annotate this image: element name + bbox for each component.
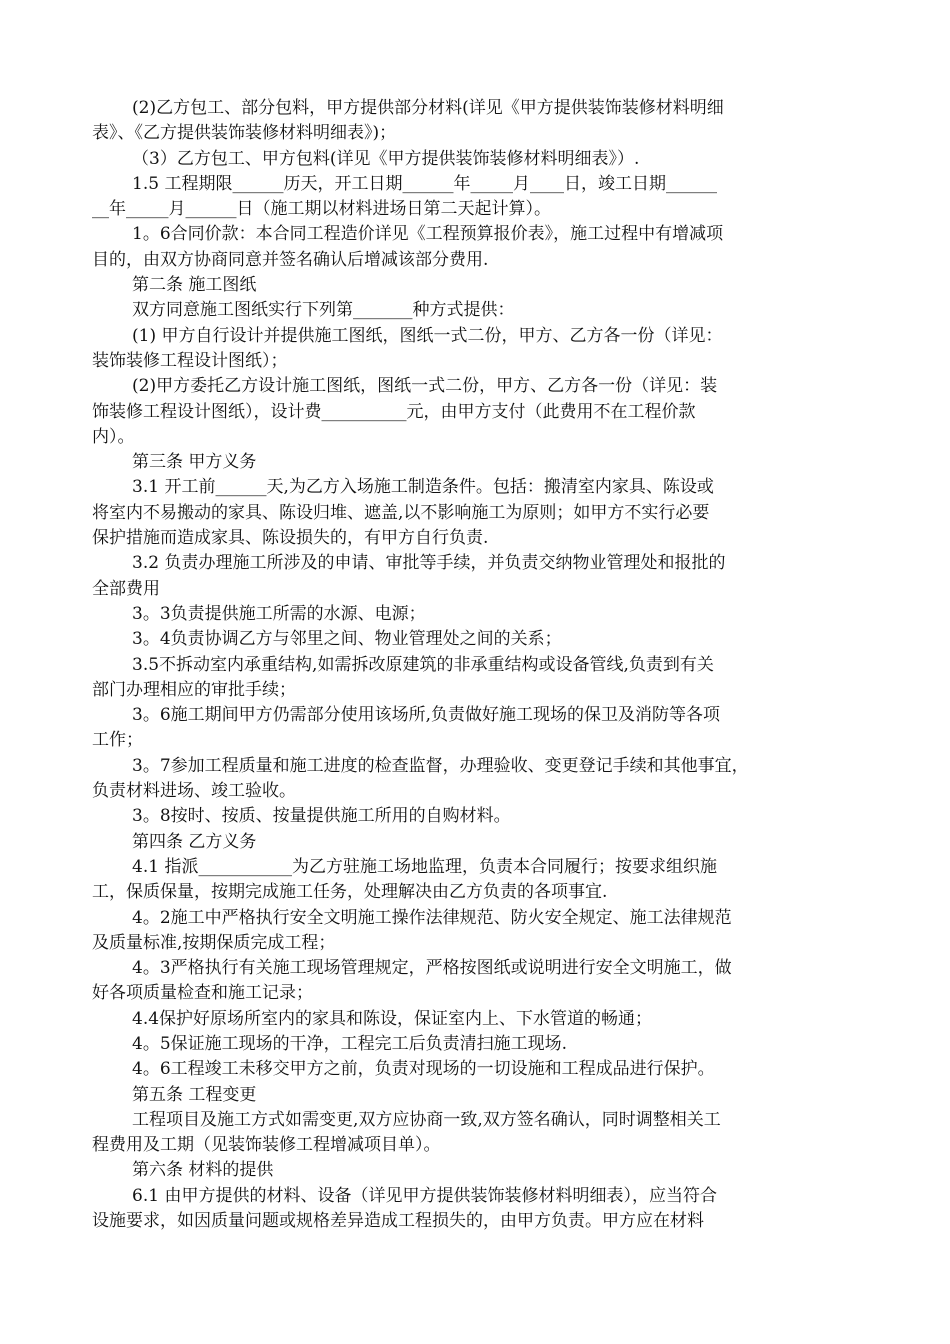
- text-line: 3.5不拆动室内承重结构,如需拆改原建筑的非承重结构或设备管线,负责到有关: [132, 654, 714, 675]
- text-line: 工程项目及施工方式如需变更,双方应协商一致,双方签名确认，同时调整相关工: [132, 1109, 721, 1130]
- contract-body: [92, 96, 862, 1234]
- text-line: 第六条 材料的提供: [132, 1160, 274, 1181]
- text-line: 4。5保证施工现场的干净，工程完工后负责清扫施工现场.: [132, 1033, 568, 1054]
- text-line: 饰装修工程设计图纸），设计费__________元，由甲方支付（此费用不在工程价款: [92, 401, 696, 422]
- text-line: 第五条 工程变更: [132, 1084, 257, 1105]
- text-line: 4.4保护好原场所室内的家具和陈设，保证室内上、下水管道的畅通；: [132, 1008, 653, 1029]
- text-line: (2)乙方包工、部分包料，甲方提供部分材料(详见《甲方提供装饰装修材料明细: [132, 98, 724, 118]
- text-line: 保护措施而造成家具、陈设损失的，有甲方自行负责.: [92, 528, 489, 549]
- text-line: 4。3严格执行有关施工现场管理规定，严格按图纸或说明进行安全文明施工，做: [132, 958, 732, 979]
- text-line: 好各项质量检查和施工记录；: [92, 983, 313, 1004]
- text-line: 将室内不易搬动的家具、陈设归堆、遮盖,以不影响施工为原则；如甲方不实行必要: [92, 502, 710, 523]
- text-line: 内）。: [92, 426, 135, 447]
- text-line: （3）乙方包工、甲方包料(详见《甲方提供装饰装修材料明细表》）.: [132, 148, 640, 169]
- text-line: 3。3负责提供施工所需的水源、电源；: [132, 603, 426, 624]
- text-line: 全部费用: [92, 578, 160, 599]
- text-line: 程费用及工期（见装饰装修工程增减项目单）。: [92, 1135, 441, 1156]
- text-line: 第四条 乙方义务: [132, 831, 257, 852]
- text-line: 表》、《乙方提供装饰装修材料明细表》)；: [92, 123, 397, 144]
- text-line: (2)甲方委托乙方设计施工图纸，图纸一式二份，甲方、乙方各一份（详见：装: [132, 376, 718, 397]
- text-line: 及质量标准,按期保质完成工程；: [92, 932, 336, 953]
- text-line: 目的，由双方协商同意并签名确认后增减该部分费用.: [92, 249, 489, 270]
- text-line: 3.2 负责办理施工所涉及的申请、审批等手续，并负责交纳物业管理处和报批的: [132, 553, 726, 574]
- text-line: 负责材料进场、竣工验收。: [92, 781, 296, 802]
- text-line: 4。6工程竣工未移交甲方之前，负责对现场的一切设施和工程成品进行保护。: [132, 1059, 715, 1080]
- text-line: 3.1 开工前______天,为乙方入场施工制造条件。包括：搬清室内家具、陈设或: [132, 477, 714, 498]
- text-line: 设施要求，如因质量问题或规格差异造成工程损失的，由甲方负责。甲方应在材料: [92, 1211, 704, 1232]
- text-line: 双方同意施工图纸实行下列第_______种方式提供：: [132, 300, 515, 321]
- text-line: 部门办理相应的审批手续；: [92, 679, 296, 700]
- text-line: 1.5 工程期限______历天，开工日期______年_____月____日，竣工日期______: [132, 173, 717, 194]
- text-line: 第三条 甲方义务: [132, 452, 257, 473]
- text-line: 第二条 施工图纸: [132, 275, 257, 296]
- text-line: 3。4负责协调乙方与邻里之间、物业管理处之间的关系；: [132, 629, 562, 650]
- text-line: 装饰装修工程设计图纸）；: [92, 350, 288, 371]
- text-line: 工，保质保量，按期完成施工任务，处理解决由乙方负责的各项事宜.: [92, 882, 608, 903]
- text-line: 4.1 指派___________为乙方驻施工场地监理，负责本合同履行；按要求组织施: [132, 856, 717, 877]
- text-line: 3。6施工期间甲方仍需部分使用该场所,负责做好施工现场的保卫及消防等各项: [132, 705, 721, 726]
- text-line: (1) 甲方自行设计并提供施工图纸，图纸一式二份，甲方、乙方各一份（详见：: [132, 325, 723, 346]
- text-line: 1。6合同价款：本合同工程造价详见《工程预算报价表》，施工过程中有增减项: [132, 224, 724, 245]
- text-line: 3。7参加工程质量和施工进度的检查监督，办理验收、变更登记手续和其他事宜，: [132, 755, 749, 776]
- text-line: __年_____月______日（施工期以材料进场日第二天起计算）。: [92, 199, 551, 220]
- text-line: 3。8按时、按质、按量提供施工所用的自购材料。: [132, 806, 511, 827]
- text-line: 6.1 由甲方提供的材料、设备（详见甲方提供装饰装修材料明细表），应当符合: [132, 1185, 717, 1206]
- text-line: 4。2施工中严格执行安全文明施工操作法律规范、防火安全规定、施工法律规范: [132, 907, 732, 928]
- text-line: 工作；: [92, 730, 143, 751]
